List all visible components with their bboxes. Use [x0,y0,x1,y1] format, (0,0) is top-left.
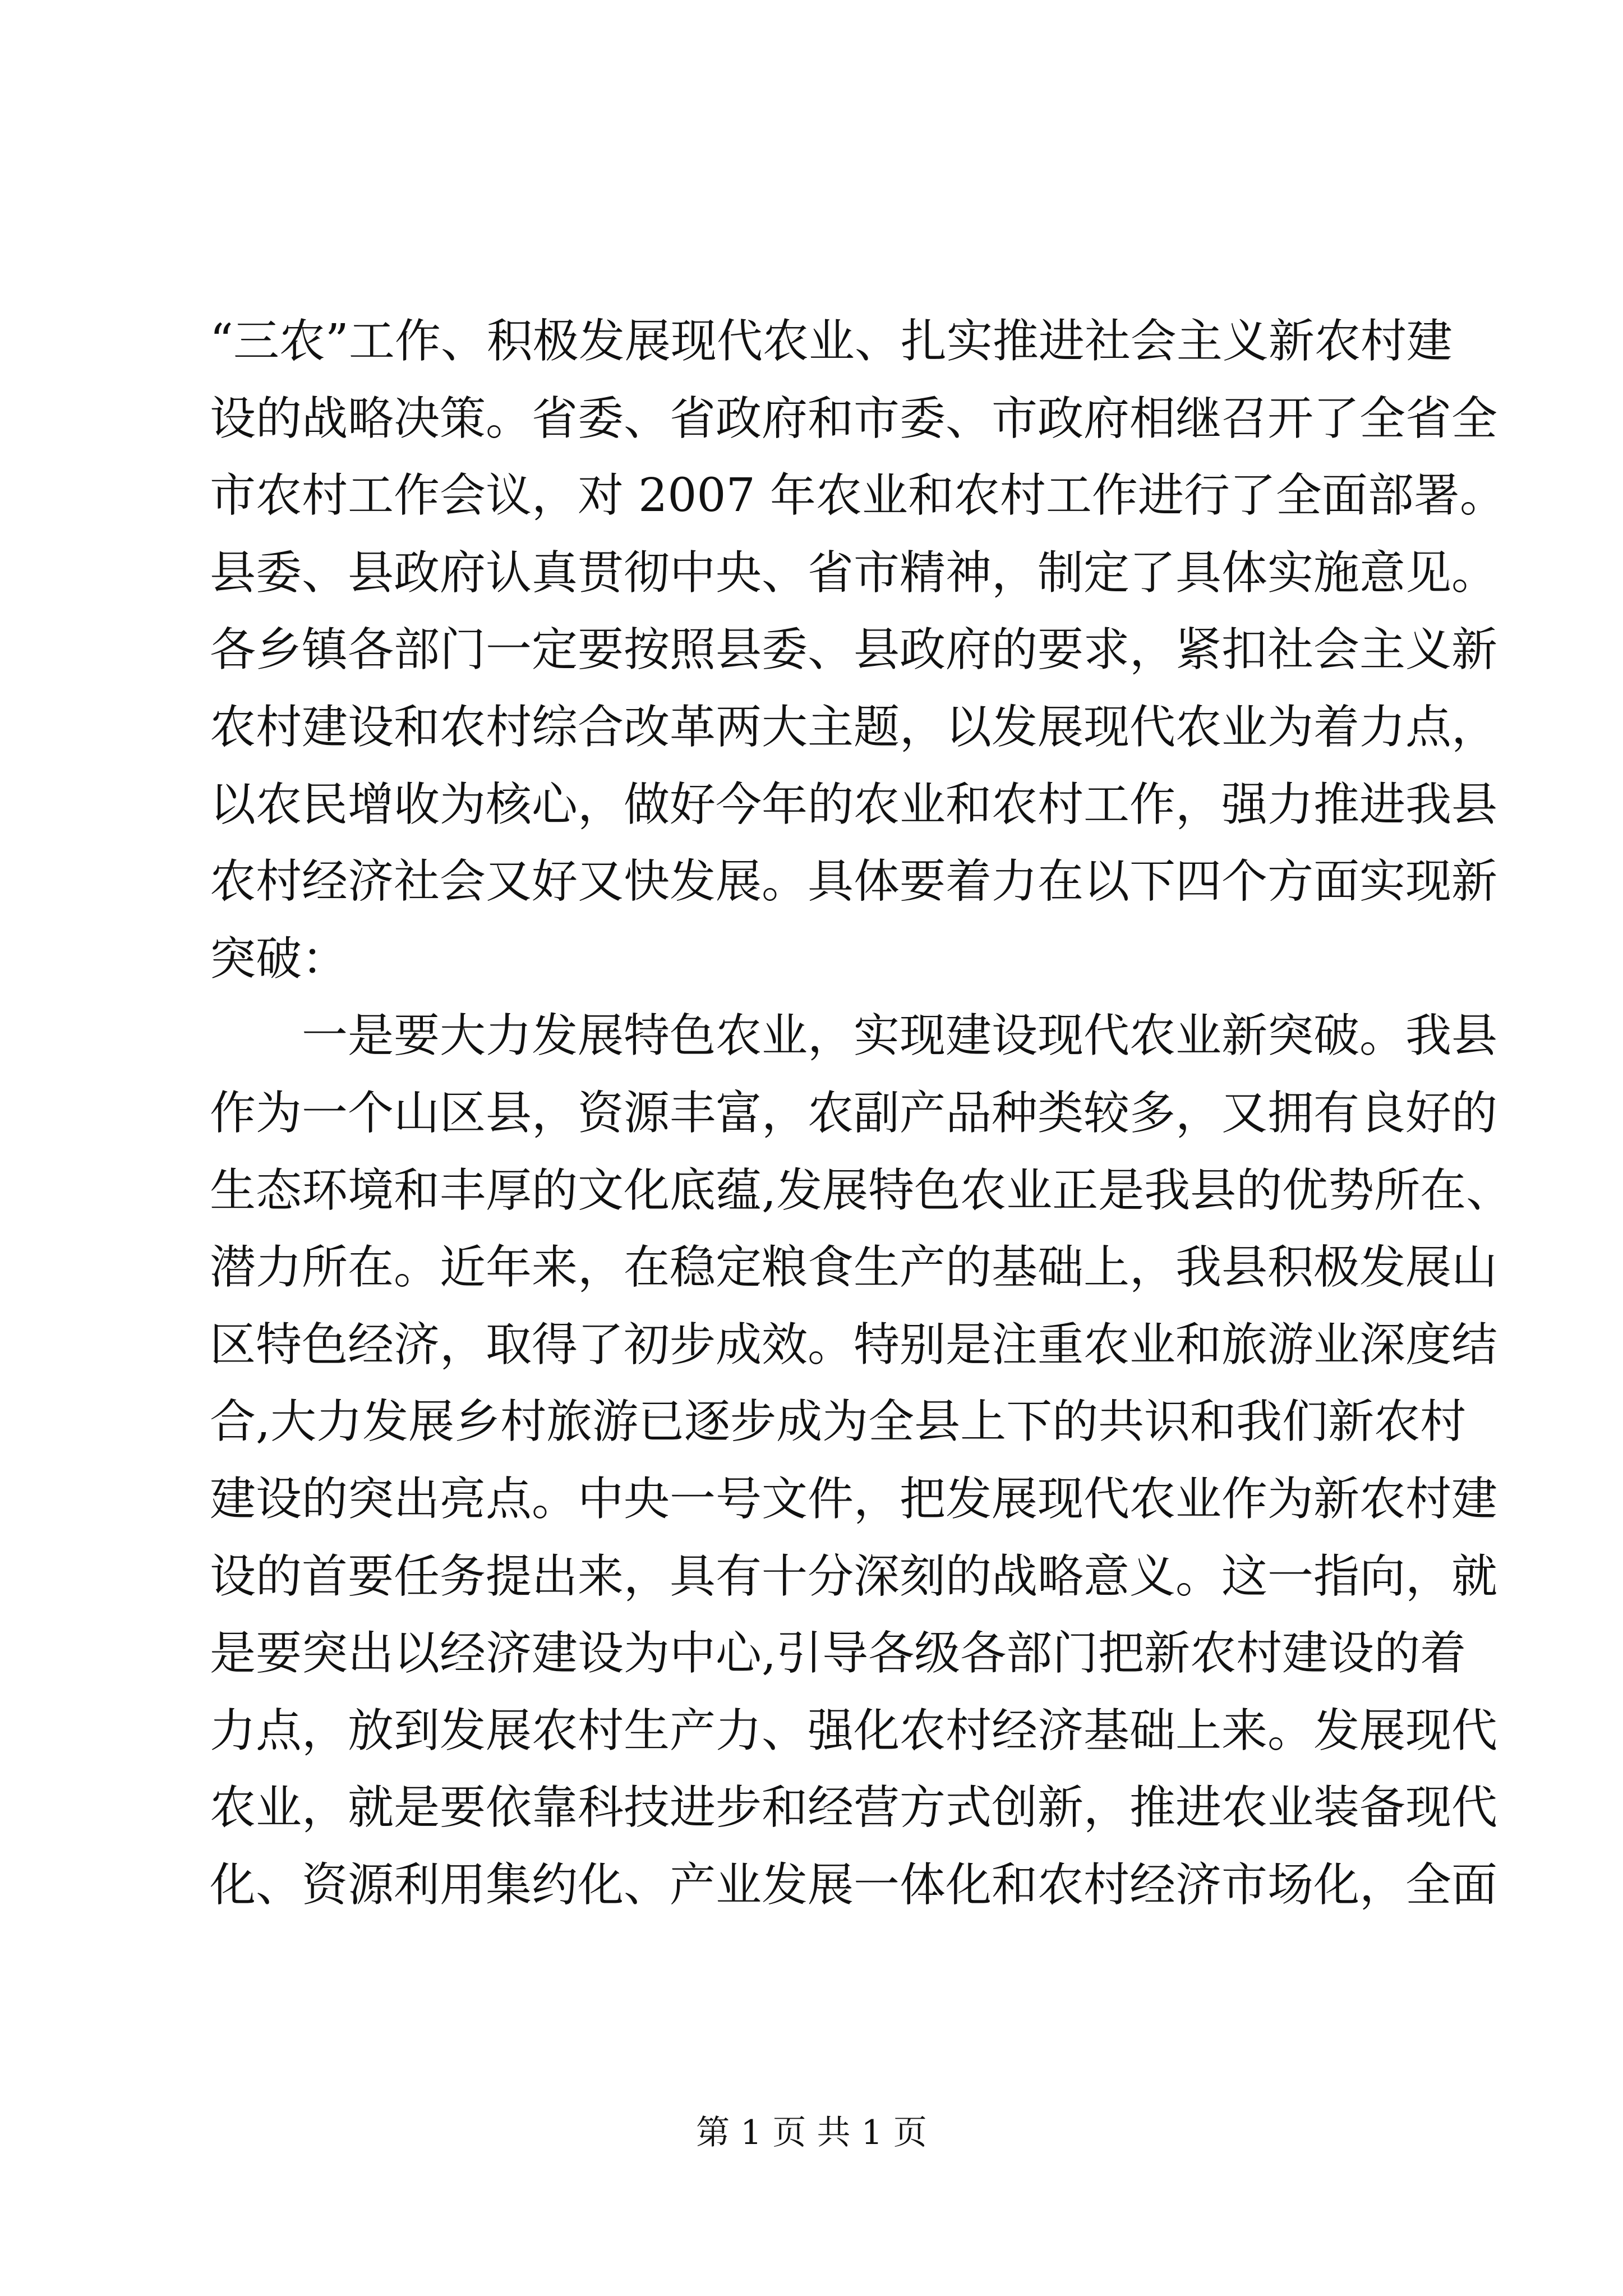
text-line: 农村经济社会又好又快发展。具体要着力在以下四个方面实现新 [210,855,1498,909]
page-number-footer: 第 1 页 共 1 页 [696,2113,927,2152]
text-line: 是要突出以经济建设为中心,引导各级各部门把新农村建设的着 [210,1627,1467,1681]
text-line: 合,大力发展乡村旅游已逐步成为全县上下的共识和我们新农村 [210,1395,1467,1449]
text-line: 设的首要任务提出来，具有十分深刻的战略意义。这一指向，就 [210,1549,1498,1603]
text-line: 农业，就是要依靠科技进步和经营方式创新，推进农业装备现代 [210,1781,1498,1835]
text-line: 突破： [210,932,348,986]
text-line: 县委、县政府认真贯彻中央、省市精神，制定了具体实施意见。 [210,546,1498,600]
text-line: 各乡镇各部门一定要按照县委、县政府的要求，紧扣社会主义新 [210,623,1498,677]
text-line: “三农”工作、积极发展现代农业、扎实推进社会主义新农村建 [210,315,1453,368]
document-body [210,303,1513,1924]
text-line: 作为一个山区县，资源丰富，农副产品种类较多，又拥有良好的 [210,1086,1498,1140]
text-line: 区特色经济，取得了初步成效。特别是注重农业和旅游业深度结 [210,1318,1498,1372]
text-line: 力点，放到发展农村生产力、强化农村经济基础上来。发展现代 [210,1704,1498,1757]
text-line: 生态环境和丰厚的文化底蕴,发展特色农业正是我县的优势所在、 [210,1163,1513,1217]
text-line: 潜力所在。近年来，在稳定粮食生产的基础上，我县积极发展山 [210,1241,1498,1295]
text-line: 设的战略决策。省委、省政府和市委、市政府相继召开了全省全 [210,392,1498,445]
paragraph-first-line: 一是要大力发展特色农业，实现建设现代农业新突破。我县 [302,1009,1498,1063]
text-line: 建设的突出亮点。中央一号文件，把发展现代农业作为新农村建 [210,1472,1498,1526]
text-line: 农村建设和农村综合改革两大主题，以发展现代农业为着力点， [210,700,1498,754]
text-line: 以农民增收为核心，做好今年的农业和农村工作，强力推进我县 [210,777,1498,831]
text-line: 化、资源利用集约化、产业发展一体化和农村经济市场化，全面 [210,1858,1498,1912]
text-line: 市农村工作会议，对 2007 年农业和农村工作进行了全面部署。 [210,469,1506,523]
